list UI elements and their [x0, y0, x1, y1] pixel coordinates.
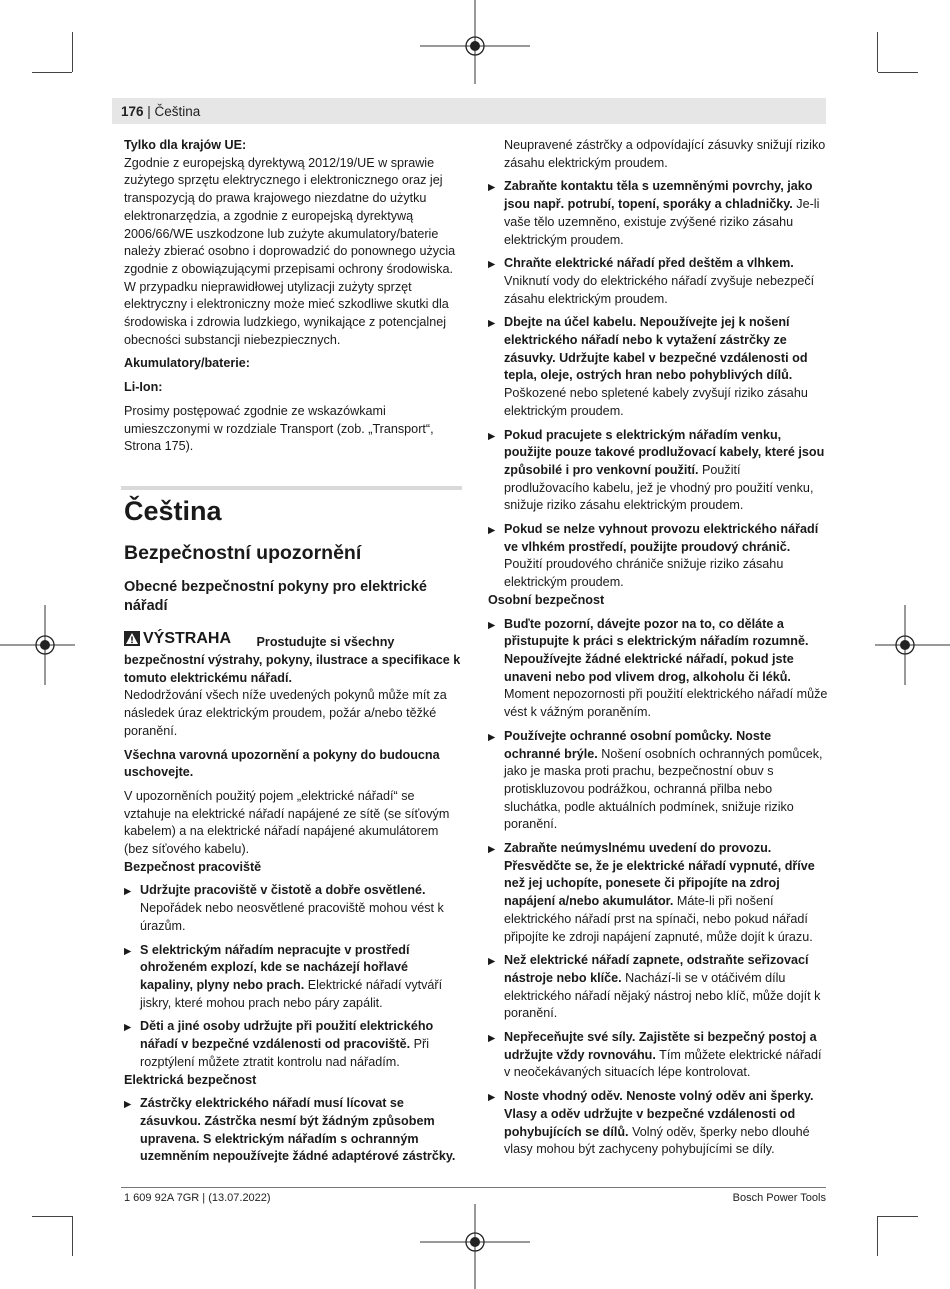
safety-heading: Bezpečnostní upozornění — [124, 542, 362, 564]
electrical-heading: Elektrická bezpečnost — [124, 1072, 257, 1087]
bullet-bold: Než elektrické nářadí zapnete, odstraňte seřizovací nástroje nebo klíče. — [504, 953, 809, 985]
bullet-item — [488, 952, 828, 1023]
bullet-item — [488, 840, 828, 946]
bullet-text: Vniknutí vody do elektrického nářadí zvyšuje nebezpečí zásahu elektrickým proudem. — [504, 273, 815, 306]
left-column-czech — [124, 494, 464, 1166]
footer-right: Bosch Power Tools — [732, 1192, 826, 1204]
bullet-text: Je-li vaše tělo uzemněno, existuje zvýšené riziko zásahu elektrickým proudem. — [504, 197, 820, 247]
page-header: 176 | Čeština — [121, 104, 201, 119]
bullet-bold: Zabraňte kontaktu těla s uzemněnými povrchy, jako jsou např. potrubí, topení, sporáky a chladničky. — [504, 179, 813, 212]
eu-heading: Tylko dla krajów UE: — [124, 138, 247, 152]
bullet-text: Použití proudového chrániče snižuje riziko zásahu elektrickým proudem. — [504, 557, 784, 590]
crop-mark — [72, 1216, 73, 1256]
bullet-text: Použití prodlužovacího kabelu, jež je vhodný pro použití venku, snižuje riziko zásahu elektrickým proudem. — [504, 462, 814, 513]
bullet-bold: Udržujte pracoviště v čistotě a dobře osvětlené. — [140, 883, 426, 898]
page-number: 176 — [121, 104, 144, 119]
bullet-text: Nepořádek nebo neosvětlené pracoviště mohou vést k úrazům. — [140, 901, 444, 933]
bullet-text: Nošení osobních ochranných pomůcek, jako je maska proti prachu, bezpečnostní obuv s protiskluzovou podrážkou, ochranná přilba nebo sluchátka, podle aktuálních podmínek, snižuje riziko poranění. — [504, 746, 823, 832]
liion-heading: Li-Ion: — [124, 380, 163, 395]
bullet-bold: S elektrickým nářadím nepracujte v prostředí ohroženém explozí, kde se nacházejí hořlavé kapaliny, plyny nebo prach. — [140, 942, 410, 992]
bullet-item — [488, 521, 828, 592]
bullet-item — [124, 1018, 464, 1071]
section-divider — [121, 486, 462, 490]
registration-mark-icon — [0, 600, 75, 690]
bullet-item — [488, 616, 828, 722]
bullet-item — [124, 1095, 464, 1166]
term-definition: V upozorněních použitý pojem „elektrické nářadí“ se vztahuje na elektrické nářadí napájené ze sítě (se síťovým kabelem) a na elektrické nářadí napájené akumulátorem (bez síťového kabelu). — [124, 788, 450, 857]
bullet-item — [488, 1088, 828, 1159]
crop-mark — [877, 1216, 878, 1256]
bullet-text: Máte-li při nošení elektrického nářadí prst na spínači, nebo pokud nářadí připojíte ke zdroji napájení zapnuté, může dojít k úrazu. — [504, 894, 813, 944]
bullet-item — [488, 314, 828, 420]
crop-mark — [878, 72, 918, 73]
bullet-bold: Dbejte na účel kabelu. Nepoužívejte jej k nošení elektrického nářadí nebo k vytažení zástrčky ze zásuvky. Udržujte kabel v bezpečné vzdálenosti od tepla, oleje, ostrých hran nebo pohyblivých dílů. — [504, 315, 808, 383]
bullet-text: Elektrické nářadí vytváří jiskry, které mohou prach nebo páry zapálit. — [140, 978, 443, 1010]
warning-lead: Prostudujte si všechny bezpečnostní výstrahy, pokyny, ilustrace a specifikace k tomuto elektrickému nářadí. — [124, 635, 461, 685]
bullet-bold: Chraňte elektrické nářadí před deštěm a vlhkem. — [504, 256, 794, 271]
bullet-item — [488, 1029, 828, 1082]
crop-mark — [32, 72, 72, 73]
personal-list — [488, 616, 828, 1159]
personal-heading: Osobní bezpečnost — [488, 592, 605, 607]
bullet-bold: Zabraňte neúmyslnému uvedení do provozu. Přesvědčte se, že je elektrické nářadí vypnuté, dříve než jej uchopíte, ponesete či připojíte na zdroj napájení a/nebo akumulátor. — [504, 841, 815, 909]
workplace-list — [124, 882, 464, 1071]
bullet-item — [488, 178, 828, 249]
bullet-item — [488, 728, 828, 834]
bullet-item — [488, 427, 828, 516]
batteries-heading: Akumulatory/baterie: — [124, 356, 250, 371]
warning-text: Nedodržování všech níže uvedených pokynů může mít za následek úraz elektrickým proudem, požár a/nebo těžké poranění. — [124, 688, 447, 738]
crop-mark — [32, 1216, 72, 1217]
crop-mark — [878, 1216, 918, 1217]
bullet-text: Při rozptýlení můžete ztratit kontrolu nad nářadím. — [140, 1037, 430, 1069]
eu-paragraph: Zgodnie z europejską dyrektywą 2012/19/UE w sprawie zużytego sprzętu elektrycznego i elektronicznego oraz jej transpozycją do prawa krajowego niezdatne do użytku elektronarzędzia, a zgodnie z europejską dyrektywą 2006/66/WE uszkodzone lub zużyte akumulatory/baterie należy zbierać osobno i doprowadzić do ponownego użycia zgodnie z obowiązującymi przepisami ochrony środowiska. — [124, 155, 456, 276]
bullet-item — [124, 882, 464, 935]
crop-mark — [877, 32, 878, 72]
bullet-bold: Pokud se nelze vyhnout provozu elektrického nářadí ve vlhkém prostředí, použijte proudový chránič. — [504, 522, 819, 554]
bullet-bold: Děti a jiné osoby udržujte při použití elektrického nářadí v bezpečné vzdálenosti od pracoviště. — [140, 1019, 434, 1052]
registration-mark-icon — [875, 600, 950, 690]
registration-mark-icon — [420, 1200, 530, 1289]
bullet-text: Tím můžete elektrické nářadí v neočekávaných situacích lépe kontrolovat. — [504, 1047, 822, 1080]
bullet-text: Poškozené nebo spletené kabely zvyšují riziko zásahu elektrickým proudem. — [504, 386, 808, 418]
registration-mark-icon — [420, 0, 530, 90]
bullet-bold: Zástrčky elektrického nářadí musí lícovat se zásuvkou. Zástrčka nesmí být žádným způsobem upravena. S elektrickým nářadím s ochranným uzemněním nepoužívejte žádné adaptérové zástrčky. — [140, 1096, 456, 1164]
bullet-item — [124, 942, 464, 1013]
eu-paragraph-2: W przypadku nieprawidłowej utylizacji zużyty sprzęt elektryczny i elektroniczny może mieć szkodliwe skutki dla środowiska i zdrowia ludzkiego, wynikające z potencjalnej obecności substancji niebezpiecznych. — [124, 279, 449, 347]
warning-triangle-icon — [124, 631, 140, 646]
workplace-heading: Bezpečnost pracoviště — [124, 859, 262, 874]
electrical-list — [488, 178, 828, 591]
electrical-continuation: Neupravené zástrčky a odpovídající zásuvky snižují riziko zásahu elektrickým proudem. — [504, 138, 826, 170]
bullet-bold: Používejte ochranné osobní pomůcky. Noste ochranné brýle. — [504, 728, 772, 761]
general-safety-heading: Obecné bezpečnostní pokyny pro elektrické nářadí — [124, 579, 427, 614]
bullet-bold: Nepřeceňujte své síly. Zajistěte si bezpečný postoj a udržujte vždy rovnováhu. — [504, 1030, 817, 1062]
bullet-text: Moment nepozornosti při použití elektrického nářadí může vést k vážným poraněním. — [504, 687, 828, 720]
bullet-text: Nachází-li se v otáčivém dílu elektrického nářadí nějaký nástroj nebo klíč, může dojít k poranění. — [504, 970, 821, 1021]
bullet-bold: Buďte pozorní, dávejte pozor na to, co děláte a přistupujte k práci s elektrickým nářadím rozumně. Nepoužívejte žádné elektrické nářadí, pokud jste unaveni nebo pod vlivem drog, alkoholu či léků. — [504, 616, 809, 684]
bullet-text: Volný oděv, šperky nebo dlouhé vlasy mohou být zachyceny pohybujícími se díly. — [504, 1124, 810, 1157]
header-language: Čeština — [154, 104, 201, 119]
keep-instructions: Všechna varovná upozornění a pokyny do budoucna uschovejte. — [124, 747, 440, 780]
bullet-bold: Noste vhodný oděv. Nenoste volný oděv ani šperky. Vlasy a oděv udržujte v bezpečné vzdálenosti od pohybujících se dílů. — [504, 1089, 814, 1139]
liion-paragraph: Prosimy postępować zgodnie ze wskazówkami umieszczonymi w rozdziale Transport (zob. „Transport“, Strona 175). — [124, 403, 434, 454]
bullet-bold: Pokud pracujete s elektrickým nářadím venku, použijte pouze takové prodlužovací kabely, které jsou způsobilé i pro venkovní použití. — [504, 427, 825, 477]
left-column-polish — [124, 137, 464, 456]
right-column — [488, 137, 828, 1159]
crop-mark — [72, 32, 73, 72]
bullet-item — [488, 255, 828, 308]
warning-badge — [124, 630, 231, 648]
footer-line — [121, 1187, 826, 1188]
section-title: Čeština — [124, 496, 222, 526]
header-bar — [112, 98, 826, 124]
warning-label: VÝSTRAHA — [143, 630, 232, 647]
footer-left: 1 609 92A 7GR | (13.07.2022) — [124, 1192, 271, 1204]
